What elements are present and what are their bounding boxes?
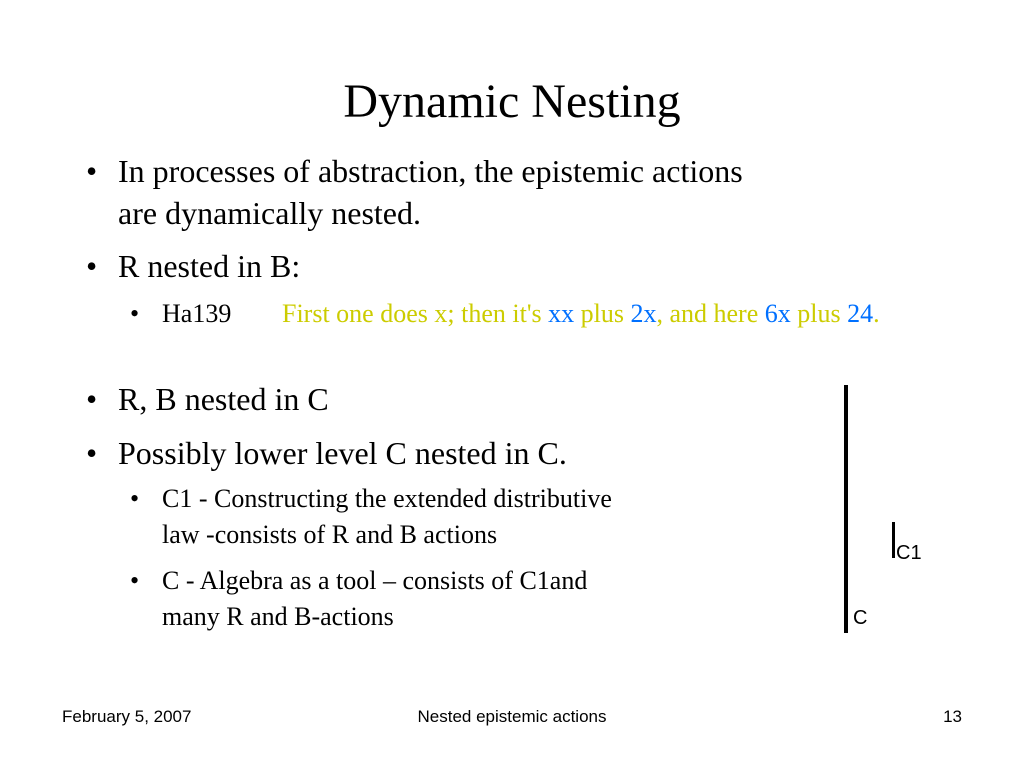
- bullet-text: R, B nested in C: [118, 381, 329, 417]
- footer-page-number: 13: [943, 707, 962, 726]
- excerpt-fragment: , and here: [656, 299, 765, 328]
- bullet-dot: •: [130, 566, 140, 595]
- bullet-rb-nested-in-c: [86, 378, 329, 420]
- bullet-dot: •: [130, 299, 140, 328]
- bullet-dot: •: [86, 435, 98, 471]
- bullet-abstraction: [86, 150, 743, 234]
- bullet-dot: •: [86, 248, 98, 284]
- bullet-text: R nested in B:: [118, 248, 301, 284]
- sub-bullet-line1: C1 - Constructing the extended distributive: [162, 484, 612, 513]
- excerpt-fragment: 24: [847, 299, 874, 328]
- bullet-dot: •: [86, 153, 98, 189]
- slide-title: Dynamic Nesting: [343, 75, 681, 128]
- sub-bullet-c1: [130, 481, 802, 553]
- sub-bullet-line2: law -consists of R and B actions: [162, 520, 498, 549]
- bullet-dot: •: [130, 484, 140, 513]
- excerpt-fragment: plus: [574, 299, 631, 328]
- bullet-text-line1: In processes of abstraction, the epistemic actions: [118, 153, 743, 189]
- excerpt-quote: [282, 296, 922, 332]
- sub-bullet-c: [130, 563, 802, 635]
- bullet-dot: •: [86, 381, 98, 417]
- marker-c1: C1: [896, 542, 922, 564]
- footer-title: Nested epistemic actions: [417, 707, 607, 726]
- excerpt-label: Ha139: [162, 299, 232, 328]
- sub-bullet-ha139: [130, 296, 942, 332]
- bullet-lower-level-c: [86, 432, 567, 474]
- excerpt-fragment: .: [873, 299, 880, 328]
- excerpt-fragment: plus: [790, 299, 848, 328]
- sub-bullet-line1: C - Algebra as a tool – consists of C1and: [162, 566, 588, 595]
- bracket-line-c1: [892, 522, 895, 558]
- excerpt-fragment: 6x: [764, 299, 791, 328]
- excerpt-fragment: 2x: [630, 299, 657, 328]
- bullet-text-line2: are dynamically nested.: [118, 195, 421, 231]
- bullet-r-nested-in-b: [86, 245, 301, 287]
- excerpt-fragment: First one does x; then it's: [282, 299, 549, 328]
- excerpt-fragment: xx: [548, 299, 575, 328]
- bracket-line-c: [844, 385, 848, 633]
- sub-bullet-line2: many R and B-actions: [162, 602, 394, 631]
- marker-c: C: [853, 607, 868, 629]
- bullet-text: Possibly lower level C nested in C.: [118, 435, 567, 471]
- footer-date: February 5, 2007: [62, 707, 192, 726]
